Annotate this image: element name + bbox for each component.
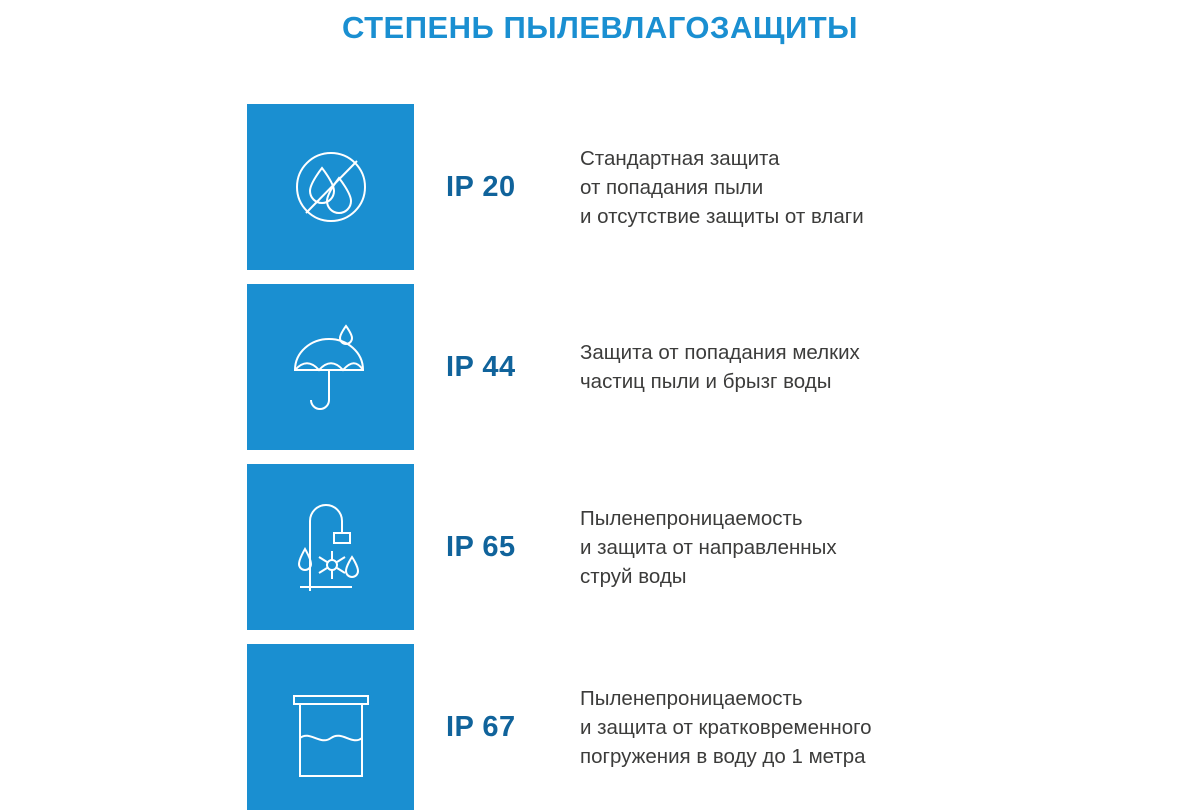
- desc-line: Пыленепроницаемость: [580, 506, 803, 530]
- list-item: [0, 464, 1200, 630]
- ip-code: IP 44: [446, 350, 516, 383]
- desc-line: и отсутствие защиты от влаги: [580, 204, 864, 228]
- desc-line: от попадания пыли: [580, 175, 764, 199]
- desc-line: частиц пыли и брызг воды: [580, 370, 832, 393]
- page-title: СТЕПЕНЬ ПЫЛЕВЛАГОЗАЩИТЫ: [341, 10, 859, 45]
- ip-description: [580, 684, 1100, 771]
- ip-description: [580, 504, 1100, 591]
- ip-code: IP 65: [446, 530, 516, 563]
- ip-code: IP 67: [446, 710, 516, 743]
- desc-line: струй воды: [580, 564, 687, 588]
- ip-rating-list: [0, 104, 1200, 810]
- desc-line: Защита от попадания мелких: [580, 341, 860, 364]
- container-with-water-icon: [247, 644, 414, 810]
- desc-line: погружения в воду до 1 метра: [580, 744, 866, 768]
- ip-code: IP 20: [446, 170, 516, 203]
- list-item: [0, 104, 1200, 270]
- ip-description: [580, 144, 1100, 231]
- list-item: [0, 644, 1200, 810]
- desc-line: и защита от кратковременного: [580, 715, 872, 739]
- faucet-with-drops-icon: [247, 464, 414, 630]
- desc-line: и защита от направленных: [580, 535, 837, 559]
- ip-description: [580, 338, 1100, 396]
- umbrella-with-drop-icon: [247, 284, 414, 450]
- desc-line: Пыленепроницаемость: [580, 686, 803, 710]
- desc-line: Стандартная защита: [580, 146, 780, 170]
- water-drops-crossed-icon: [247, 104, 414, 270]
- list-item: [0, 284, 1200, 450]
